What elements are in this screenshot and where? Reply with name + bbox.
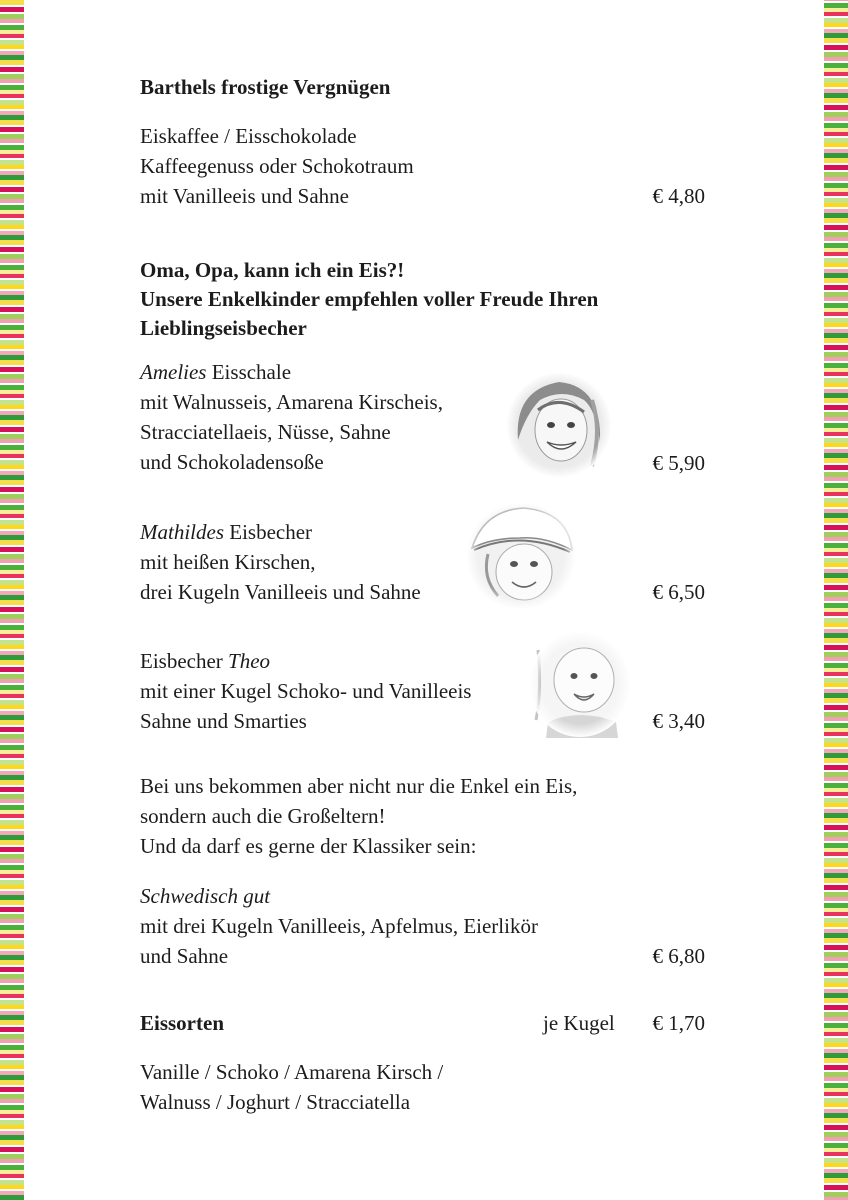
left-stripe-border (0, 0, 24, 1200)
item-line: Stracciatellaeis, Nüsse, Sahne (140, 420, 391, 444)
right-stripe-border (824, 0, 848, 1200)
item-eiskaffee (140, 121, 414, 211)
price-eiskaffee: € 4,80 (652, 184, 705, 208)
flavor-line: Walnuss / Joghurt / Stracciatella (140, 1090, 411, 1114)
item-schwedisch-gut (140, 881, 538, 971)
item-line: und Schokoladensoße (140, 450, 324, 474)
item-line: mit Vanilleeis und Sahne (140, 184, 350, 208)
flavor-line: Vanille / Schoko / Amarena Kirsch / (140, 1060, 444, 1084)
unit-label: je Kugel (543, 1011, 615, 1035)
item-name: Eisbecher (224, 520, 313, 544)
section-title-eissorten: Eissorten (140, 1011, 224, 1035)
item-line: mit heißen Kirschen, (140, 550, 316, 574)
flavor-list (140, 1057, 443, 1117)
item-name: Eisschale (206, 360, 292, 384)
section-title-enkel (140, 256, 598, 343)
item-name-italic: Schwedisch gut (140, 884, 271, 908)
section-title-line: Unsere Enkelkinder empfehlen voller Freude Ihren (140, 287, 599, 311)
item-line: Eiskaffee / Eisschokolade (140, 124, 357, 148)
intro-line: Und da darf es gerne der Klassiker sein: (140, 834, 477, 858)
item-name-italic: Theo (228, 649, 271, 673)
price-theo: € 3,40 (652, 709, 705, 733)
section-title-frostige: Barthels frostige Vergnügen (140, 75, 391, 99)
price-mathilde: € 6,50 (652, 580, 705, 604)
amelie-portrait-sketch (504, 370, 614, 480)
grandparents-intro (140, 771, 577, 861)
item-line: Sahne und Smarties (140, 709, 307, 733)
item-mathilde (140, 517, 421, 607)
item-theo (140, 646, 471, 736)
intro-line: sondern auch die Großeltern! (140, 804, 386, 828)
mathilde-portrait-sketch (464, 500, 579, 612)
section-title-line: Lieblingseisbecher (140, 316, 307, 340)
price-scoop: € 1,70 (652, 1011, 705, 1035)
item-line: Kaffeegenuss oder Schokotraum (140, 154, 414, 178)
item-line: mit drei Kugeln Vanilleeis, Apfelmus, Eierlikör (140, 914, 538, 938)
item-line: drei Kugeln Vanilleeis und Sahne (140, 580, 421, 604)
section-title-line: Oma, Opa, kann ich ein Eis?! (140, 258, 405, 282)
item-name: Eisbecher (140, 649, 229, 673)
item-amelie (140, 357, 443, 477)
intro-line: Bei uns bekommen aber nicht nur die Enkel ein Eis, (140, 774, 578, 798)
item-line: und Sahne (140, 944, 229, 968)
item-name-italic: Mathildes (140, 520, 224, 544)
theo-portrait-sketch (528, 630, 632, 738)
item-line: mit einer Kugel Schoko- und Vanilleeis (140, 679, 472, 703)
item-line: mit Walnusseis, Amarena Kirscheis, (140, 390, 443, 414)
price-amelie: € 5,90 (652, 451, 705, 475)
price-schwedisch-gut: € 6,80 (652, 944, 705, 968)
item-name-italic: Amelies (140, 360, 207, 384)
